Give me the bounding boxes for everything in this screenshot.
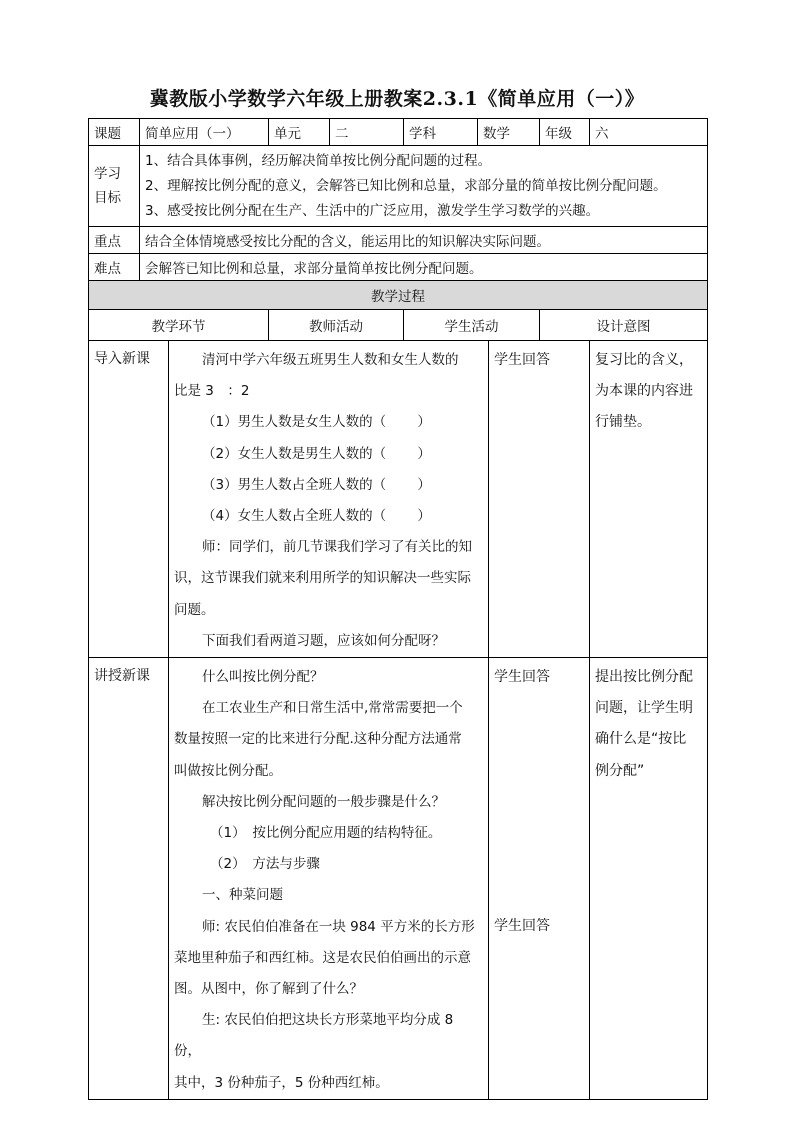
student-answer: 学生回答 [494, 669, 550, 686]
teaching-line: 叫做按比例分配。 [174, 762, 282, 779]
teaching-line: 在工农业生产和日常生活中,常常需要把一个 [202, 700, 463, 717]
intro-line: 比是 3 ：2 [174, 383, 250, 400]
intro-line: 识，这节课我们就来利用所学的知识解决一些实际 [174, 570, 471, 587]
teaching-line: 菜地里种茄子和西红柿。这是农民伯伯画出的示意 [174, 949, 471, 966]
intro-line: 师：同学们，前几节课我们学习了有关比的知 [202, 539, 472, 556]
teaching-line: 一、种菜问题 [202, 887, 283, 904]
column-header-row [89, 310, 708, 341]
unit-label: 单元 [269, 119, 330, 146]
intro-design-intent [590, 341, 708, 658]
teaching-line: （2） 方法与步骤 [210, 856, 320, 873]
intro-line: 清河中学六年级五班男生人数和女生人数的 [202, 352, 459, 368]
difficulty-label: 难点 [89, 254, 140, 281]
goal-item: 2、理解按比例分配的意义，会解答已知比例和总量，求部分量的简单按比例分配问题。 [145, 177, 667, 194]
difficulty-row [89, 254, 708, 281]
unit-value: 二 [330, 119, 404, 146]
intent-line: 例分配” [595, 762, 645, 779]
teaching-student-activity [489, 658, 590, 1100]
intent-line: 确什么是“按比 [595, 731, 687, 748]
teaching-line: 生: 农民伯伯把这块长方形菜地平均分成 8 份， [174, 1012, 454, 1060]
stage-intro: 导入新课 [89, 341, 169, 658]
intent-line: 复习比的含义， [595, 352, 693, 368]
intro-student-activity: 学生回答 [489, 341, 590, 658]
intro-line: （3）男生人数占全班人数的（ ） [202, 476, 431, 493]
col-intent: 设计意图 [540, 310, 708, 341]
teaching-line: 师: 农民伯伯准备在一块 984 平方米的长方形 [202, 918, 475, 935]
goals-content [140, 146, 708, 227]
stage-teaching: 讲授新课 [89, 658, 169, 1100]
intent-line: 为本课的内容进 [595, 383, 693, 400]
col-student: 学生活动 [404, 310, 540, 341]
process-title-row [89, 281, 708, 310]
teaching-line: （1） 按比例分配应用题的结构特征。 [210, 825, 442, 842]
subject-label: 学科 [404, 119, 478, 146]
goal-item: 3、感受按比例分配在生产、生活中的广泛应用，激发学生学习数学的兴趣。 [145, 202, 600, 219]
teaching-row [89, 658, 708, 1100]
intro-teacher-activity [169, 341, 489, 658]
teaching-teacher-activity [169, 658, 489, 1100]
grade-label: 年级 [540, 119, 590, 146]
teaching-line: 其中，3 份种茄子，5 份种西红柿。 [174, 1074, 389, 1091]
lesson-plan-table [88, 118, 708, 341]
intro-line: （4）女生人数占全班人数的（ ） [202, 508, 431, 525]
intent-line: 提出按比例分配 [595, 669, 693, 686]
topic-label: 课题 [89, 119, 140, 146]
intent-line: 行铺垫。 [595, 414, 651, 431]
teaching-design-intent [590, 658, 708, 1100]
intro-line: （1）男生人数是女生人数的（ ） [202, 414, 431, 431]
col-stage: 教学环节 [89, 310, 269, 341]
intro-row [89, 341, 708, 658]
student-answer: 学生回答 [494, 918, 550, 935]
teaching-line: 什么叫按比例分配？ [202, 669, 324, 686]
teaching-line: 解决按比例分配问题的一般步骤是什么？ [202, 793, 445, 810]
intro-line: 问题。 [174, 601, 215, 618]
teaching-line: 数量按照一定的比来进行分配.这种分配方法通常 [174, 731, 462, 748]
col-teacher: 教师活动 [269, 310, 404, 341]
teaching-line: 图。从图中，你了解到了什么？ [174, 981, 363, 998]
intro-line: 下面我们看两道习题，应该如何分配呀？ [202, 632, 445, 649]
topic-value: 简单应用（一） [140, 119, 269, 146]
info-row [89, 119, 708, 146]
intro-line: （2）女生人数是男生人数的（ ） [202, 445, 431, 462]
goals-label: 学习目标 [89, 146, 140, 227]
process-title: 教学过程 [89, 281, 708, 310]
process-table [88, 340, 708, 1100]
key-point-row [89, 227, 708, 254]
document-title: 冀教版小学数学六年级上册教案2.3.1《简单应用（一）》 [149, 88, 645, 110]
grade-value: 六 [590, 119, 708, 146]
key-point-text: 结合全体情境感受按比分配的含义，能运用比的知识解决实际问题。 [140, 227, 708, 254]
key-point-label: 重点 [89, 227, 140, 254]
goals-row [89, 146, 708, 227]
difficulty-text: 会解答已知比例和总量，求部分量简单按比例分配问题。 [140, 254, 708, 281]
goal-item: 1、结合具体事例，经历解决简单按比例分配问题的过程。 [145, 152, 492, 169]
subject-value: 数学 [478, 119, 540, 146]
intent-line: 问题，让学生明 [595, 700, 693, 717]
